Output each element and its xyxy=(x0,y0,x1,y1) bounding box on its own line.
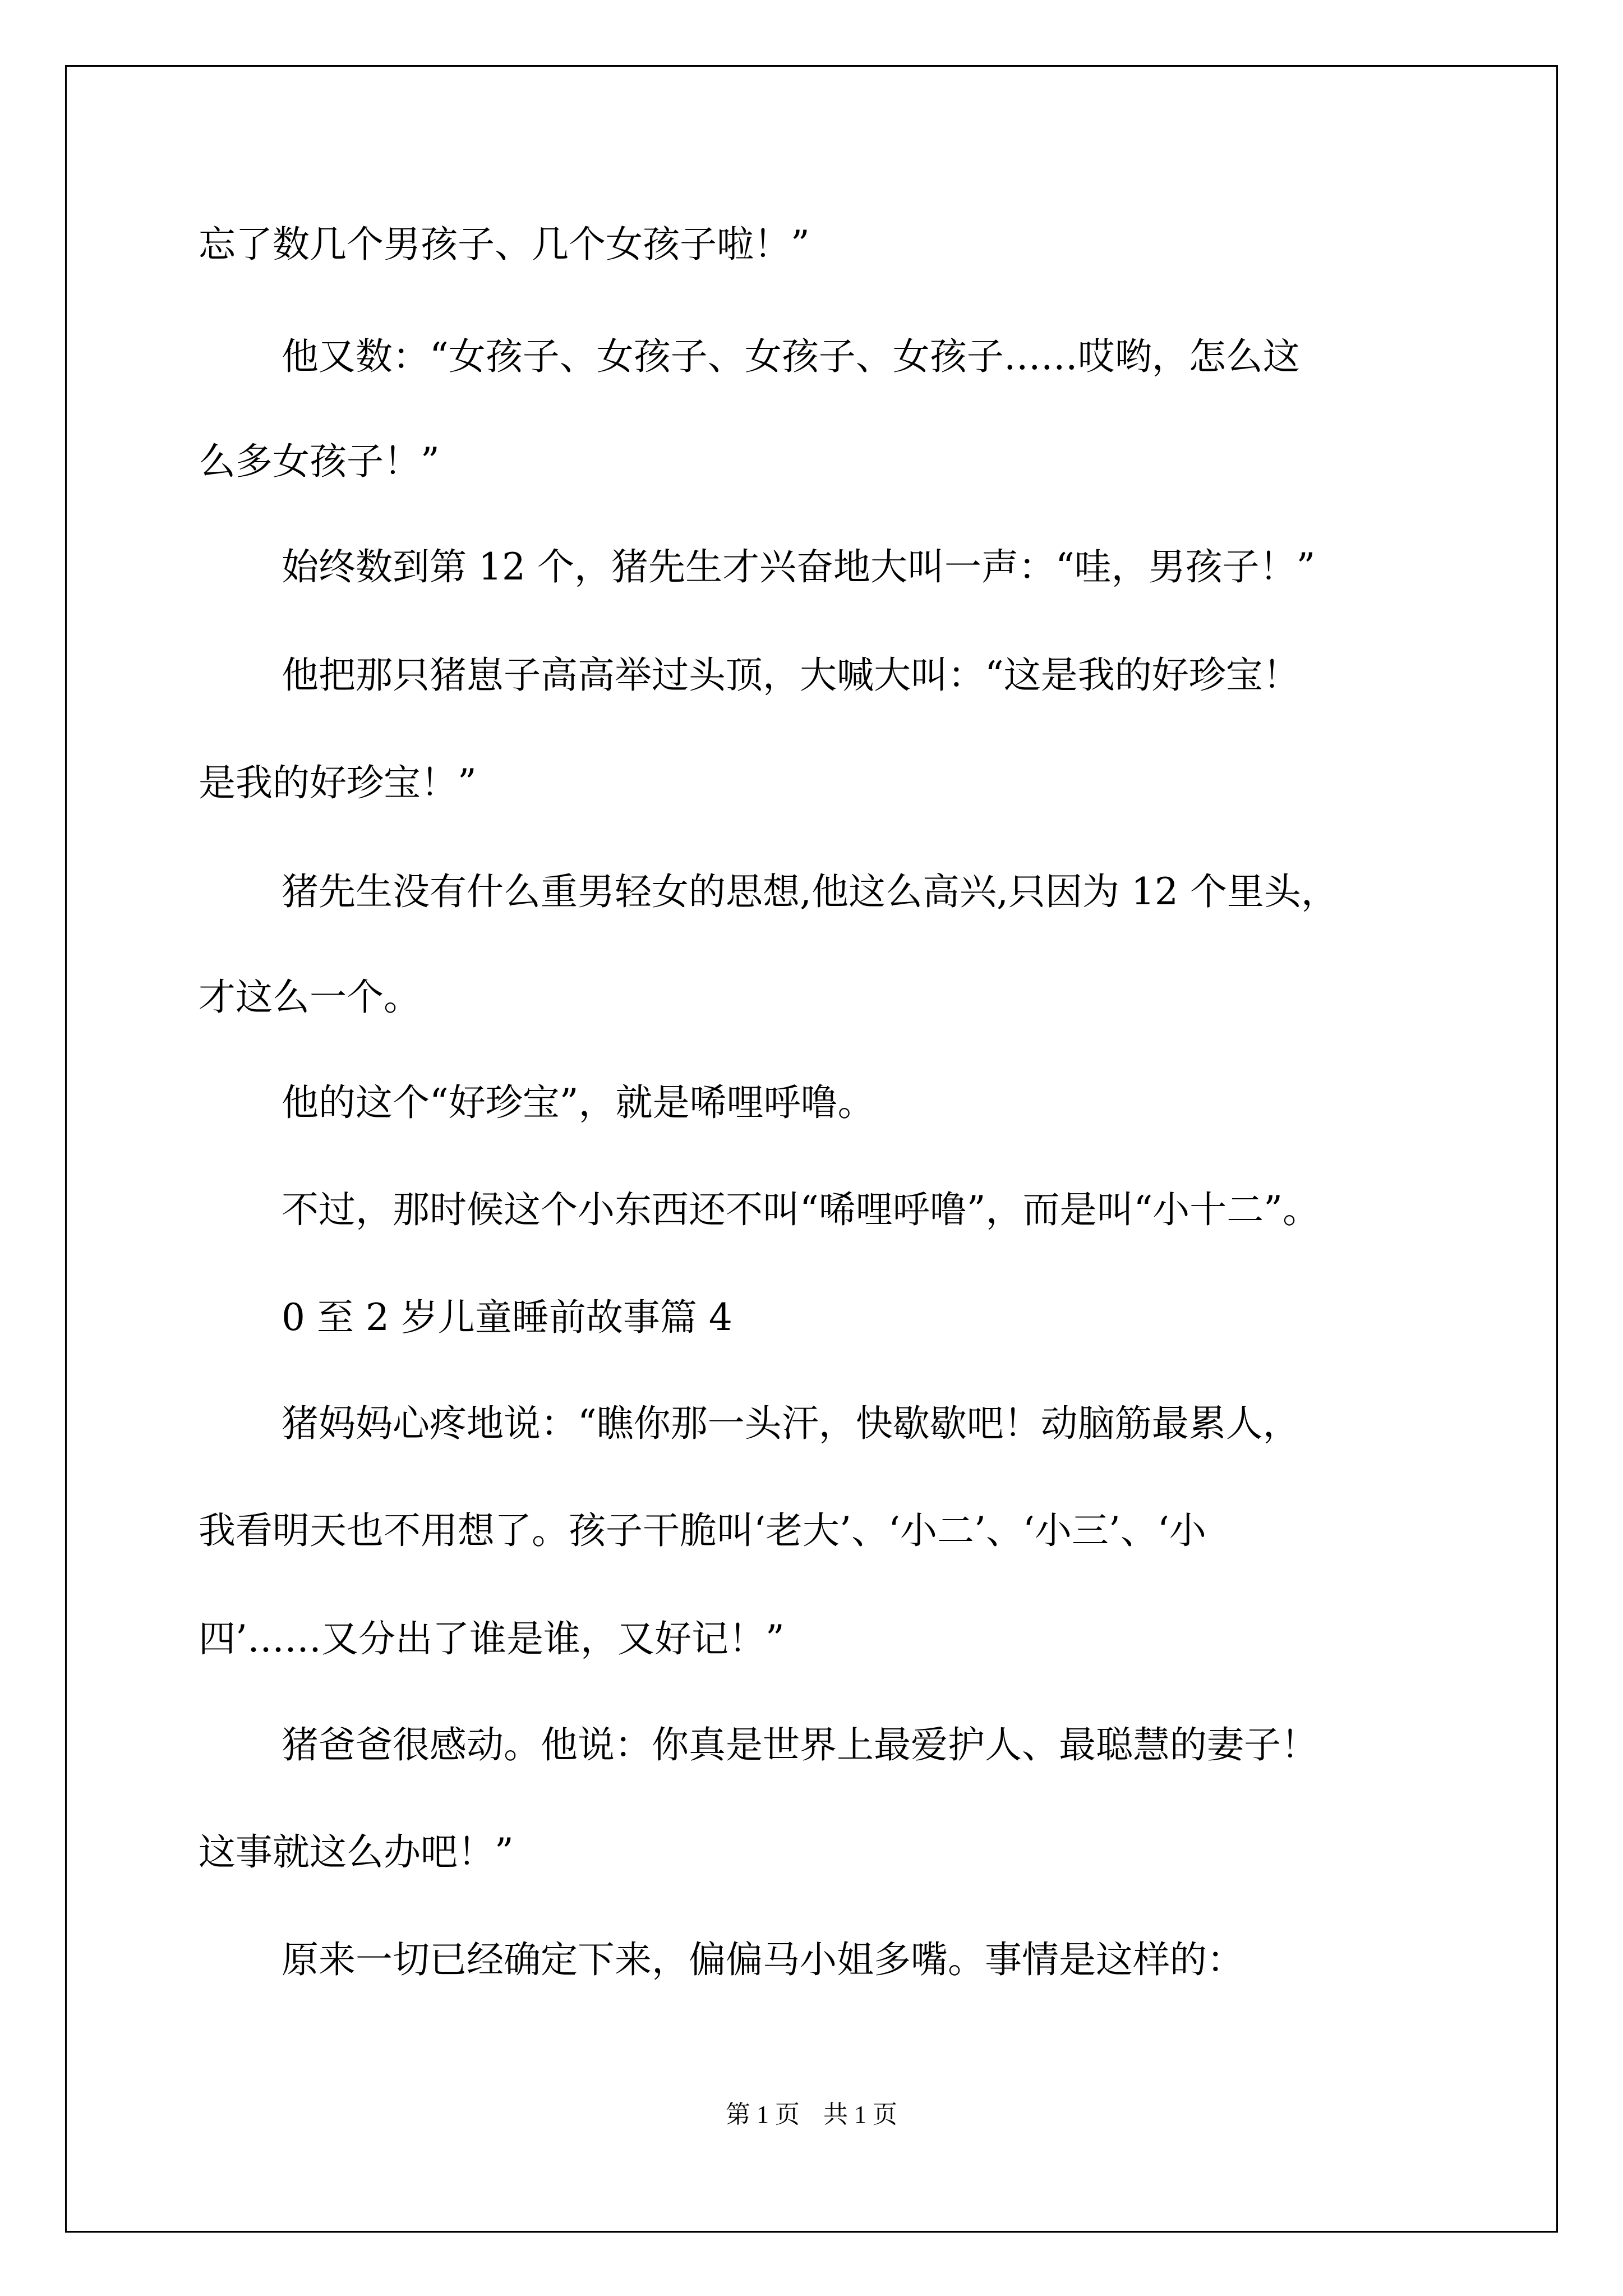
text-line: 原来一切已经确定下来，偏偏马小姐多嘴。事情是这样的： xyxy=(282,1938,1244,1981)
text-line: 才这么一个。 xyxy=(199,976,421,1019)
text-line: 我看明天也不用想了。孩子干脆叫‘老大’、‘小二’、‘小三’、‘小 xyxy=(199,1509,1206,1552)
text-line: 他的这个“好珍宝”，就是唏哩呼噜。 xyxy=(282,1081,875,1124)
text-line: 他又数：“女孩子、女孩子、女孩子、女孩子……哎哟，怎么这 xyxy=(282,335,1300,378)
text-line: 他把那只猪崽子高高举过头顶，大喊大叫：“这是我的好珍宝！ xyxy=(282,654,1300,697)
page-border xyxy=(65,65,1558,2233)
text-line: 忘了数几个男孩子、几个女孩子啦！” xyxy=(199,223,810,266)
page-total: 共 1 页 xyxy=(823,2101,897,2128)
text-line: 猪妈妈心疼地说：“瞧你那一头汗，快歇歇吧！动脑筋最累人， xyxy=(282,1402,1300,1445)
page-number: 第 1 页 xyxy=(726,2101,800,2128)
text-line: 猪爸爸很感动。他说：你真是世界上最爱护人、最聪慧的妻子！ xyxy=(282,1723,1318,1766)
text-line: 始终数到第 12 个，猪先生才兴奋地大叫一声：“哇，男孩子！” xyxy=(282,545,1316,588)
text-line: 是我的好珍宝！” xyxy=(199,761,477,804)
text-line: 么多女孩子！” xyxy=(199,440,440,483)
page-footer xyxy=(0,2102,1623,2127)
text-line: 四’……又分出了谁是谁，又好记！” xyxy=(199,1617,785,1660)
text-line: 猪先生没有什么重男轻女的思想,他这么高兴,只因为 12 个里头， xyxy=(282,870,1338,913)
text-line: 这事就这么办吧！” xyxy=(199,1830,514,1874)
section-heading: 0 至 2 岁儿童睡前故事篇 4 xyxy=(282,1296,732,1339)
text-line: 不过，那时候这个小东西还不叫“唏哩呼噜”，而是叫“小十二”。 xyxy=(282,1188,1320,1231)
